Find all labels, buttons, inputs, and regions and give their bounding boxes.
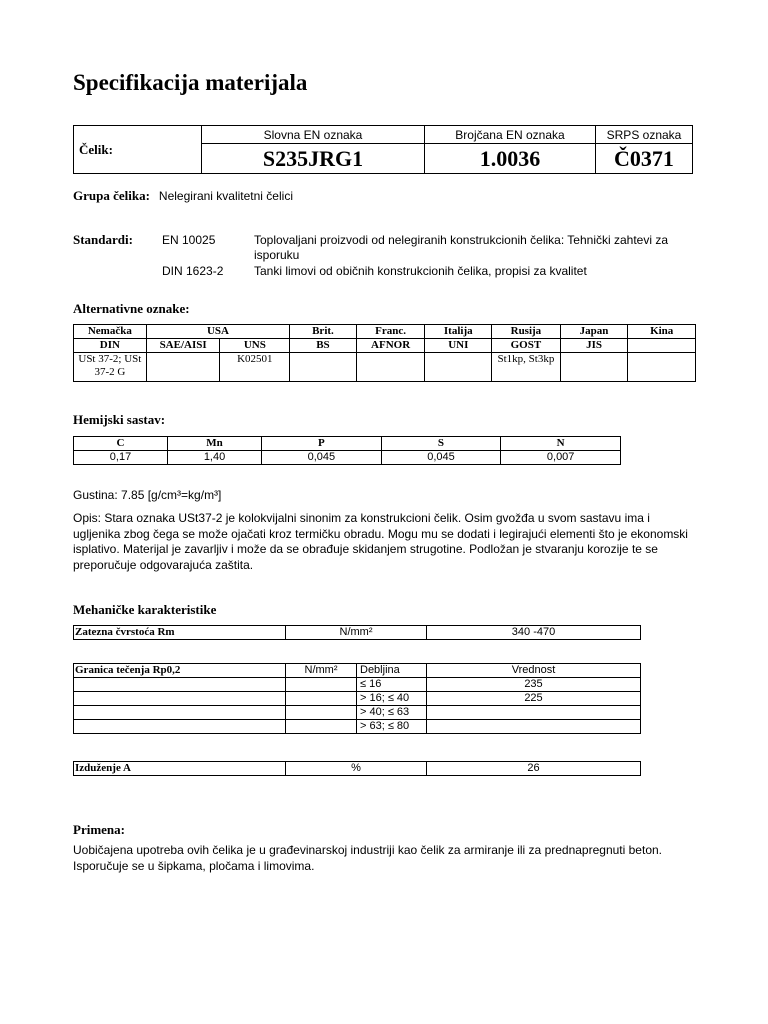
alt-country: Italija — [425, 325, 492, 339]
alt-country: Brit. — [290, 325, 357, 339]
steel-value-letter: S235JRG1 — [202, 144, 425, 174]
chem-heading: Hemijski sastav: — [73, 412, 166, 427]
yield-value: 235 — [427, 678, 641, 692]
steel-header-srps: SRPS oznaka — [596, 126, 693, 144]
alt-value: St1kp, St3kp — [492, 353, 561, 382]
alt-system: AFNOR — [356, 339, 425, 353]
alt-value — [628, 353, 696, 382]
chem-value: 0,045 — [262, 451, 382, 465]
steel-group-value: Nelegirani kvalitetni čelici — [158, 189, 293, 203]
alt-system: GOST — [492, 339, 561, 353]
alt-value — [560, 353, 628, 382]
alt-designation-table — [73, 324, 696, 382]
standard-code: DIN 1623-2 — [162, 264, 224, 278]
description: Opis: Stara oznaka USt37-2 je kolokvijalni sinonim za konstrukcioni čelik. Osim gvožđa u svom sastavu ima i ugljenika zbog čega se može ojačati kroz termičku obradu. Mogu mu se dodati i legirajući elementi što je ekonomski isplativo. Materijal je zavarljiv i može da se obrađuje skidanjem strugotine. Podložan je stvaranju korozije te se preporučuje odgovarajuća zaštita. — [73, 511, 688, 572]
yield-thickness: > 16; ≤ 40 — [357, 692, 427, 706]
alt-value: USt 37-2; USt 37-2 G — [74, 353, 147, 382]
yield-col-thickness: Debljina — [357, 664, 427, 678]
table-row — [74, 706, 641, 720]
tensile-label: Zatezna čvrstoća Rm — [74, 626, 286, 640]
alt-value — [356, 353, 425, 382]
alt-country: Rusija — [492, 325, 561, 339]
chem-value: 0,17 — [74, 451, 168, 465]
steel-group — [73, 187, 293, 205]
application-text: Uobičajena upotreba ovih čelika je u građevinarskoj industriji kao čelik za armiranje ili za prednapregnuti beton. Isporučuje se u šipkama, pločama i limovima. — [73, 843, 662, 873]
yield-table — [73, 663, 641, 734]
steel-value-number: 1.0036 — [425, 144, 596, 174]
mech-heading: Mehaničke karakteristike — [73, 602, 217, 617]
chem-element: Mn — [168, 437, 262, 451]
tensile-table — [73, 625, 641, 640]
alt-country: Franc. — [356, 325, 425, 339]
yield-thickness: > 40; ≤ 63 — [357, 706, 427, 720]
alt-value — [425, 353, 492, 382]
table-row — [74, 720, 641, 734]
steel-header-letter: Slovna EN oznaka — [202, 126, 425, 144]
elongation-value: 26 — [427, 762, 641, 776]
chem-element: C — [74, 437, 168, 451]
standard-description: Tanki limovi od običnih konstrukcionih čelika, propisi za kvalitet — [254, 264, 587, 278]
steel-group-label: Grupa čelika: — [73, 188, 150, 203]
steel-label: Čelik: — [74, 126, 202, 174]
alt-system — [628, 339, 696, 353]
standard-description: Toplovaljani proizvodi od nelegiranih konstrukcionih čelika: Tehnički zahtevi za isporuku — [254, 233, 669, 262]
steel-value-srps: Č0371 — [596, 144, 693, 174]
table-row — [74, 678, 641, 692]
alt-country: Kina — [628, 325, 696, 339]
alt-system: DIN — [74, 339, 147, 353]
alt-value: K02501 — [220, 353, 290, 382]
steel-designation-table — [73, 125, 693, 174]
chem-element: S — [381, 437, 501, 451]
alt-system: SAE/AISI — [146, 339, 220, 353]
alt-country: Japan — [560, 325, 628, 339]
page-title: Specifikacija materijala — [73, 70, 308, 95]
yield-value — [427, 706, 641, 720]
chem-value: 0,045 — [381, 451, 501, 465]
chem-value: 0,007 — [501, 451, 621, 465]
elongation-label: Izduženje A — [74, 762, 286, 776]
yield-unit: N/mm² — [286, 664, 357, 678]
steel-header-number: Brojčana EN oznaka — [425, 126, 596, 144]
elongation-unit: % — [286, 762, 427, 776]
standard-code: EN 10025 — [162, 233, 216, 247]
alt-system: BS — [290, 339, 357, 353]
yield-value — [427, 720, 641, 734]
density: Gustina: 7.85 [g/cm³=kg/m³] — [73, 488, 222, 502]
alt-country: USA — [146, 325, 289, 339]
tensile-unit: N/mm² — [286, 626, 427, 640]
application-heading: Primena: — [73, 822, 125, 837]
tensile-value: 340 -470 — [427, 626, 641, 640]
yield-thickness: ≤ 16 — [357, 678, 427, 692]
chem-element: N — [501, 437, 621, 451]
chem-table — [73, 436, 621, 465]
table-row — [74, 692, 641, 706]
yield-value: 225 — [427, 692, 641, 706]
standards-label: Standardi: — [73, 232, 133, 247]
elongation-table — [73, 761, 641, 776]
alt-system: UNS — [220, 339, 290, 353]
alt-heading: Alternativne oznake: — [73, 301, 190, 316]
chem-element: P — [262, 437, 382, 451]
alt-value — [146, 353, 220, 382]
yield-col-value: Vrednost — [427, 664, 641, 678]
alt-system: UNI — [425, 339, 492, 353]
yield-label: Granica tečenja Rp0,2 — [74, 664, 286, 678]
alt-country: Nemačka — [74, 325, 147, 339]
alt-value — [290, 353, 357, 382]
alt-system: JIS — [560, 339, 628, 353]
yield-thickness: > 63; ≤ 80 — [357, 720, 427, 734]
chem-value: 1,40 — [168, 451, 262, 465]
